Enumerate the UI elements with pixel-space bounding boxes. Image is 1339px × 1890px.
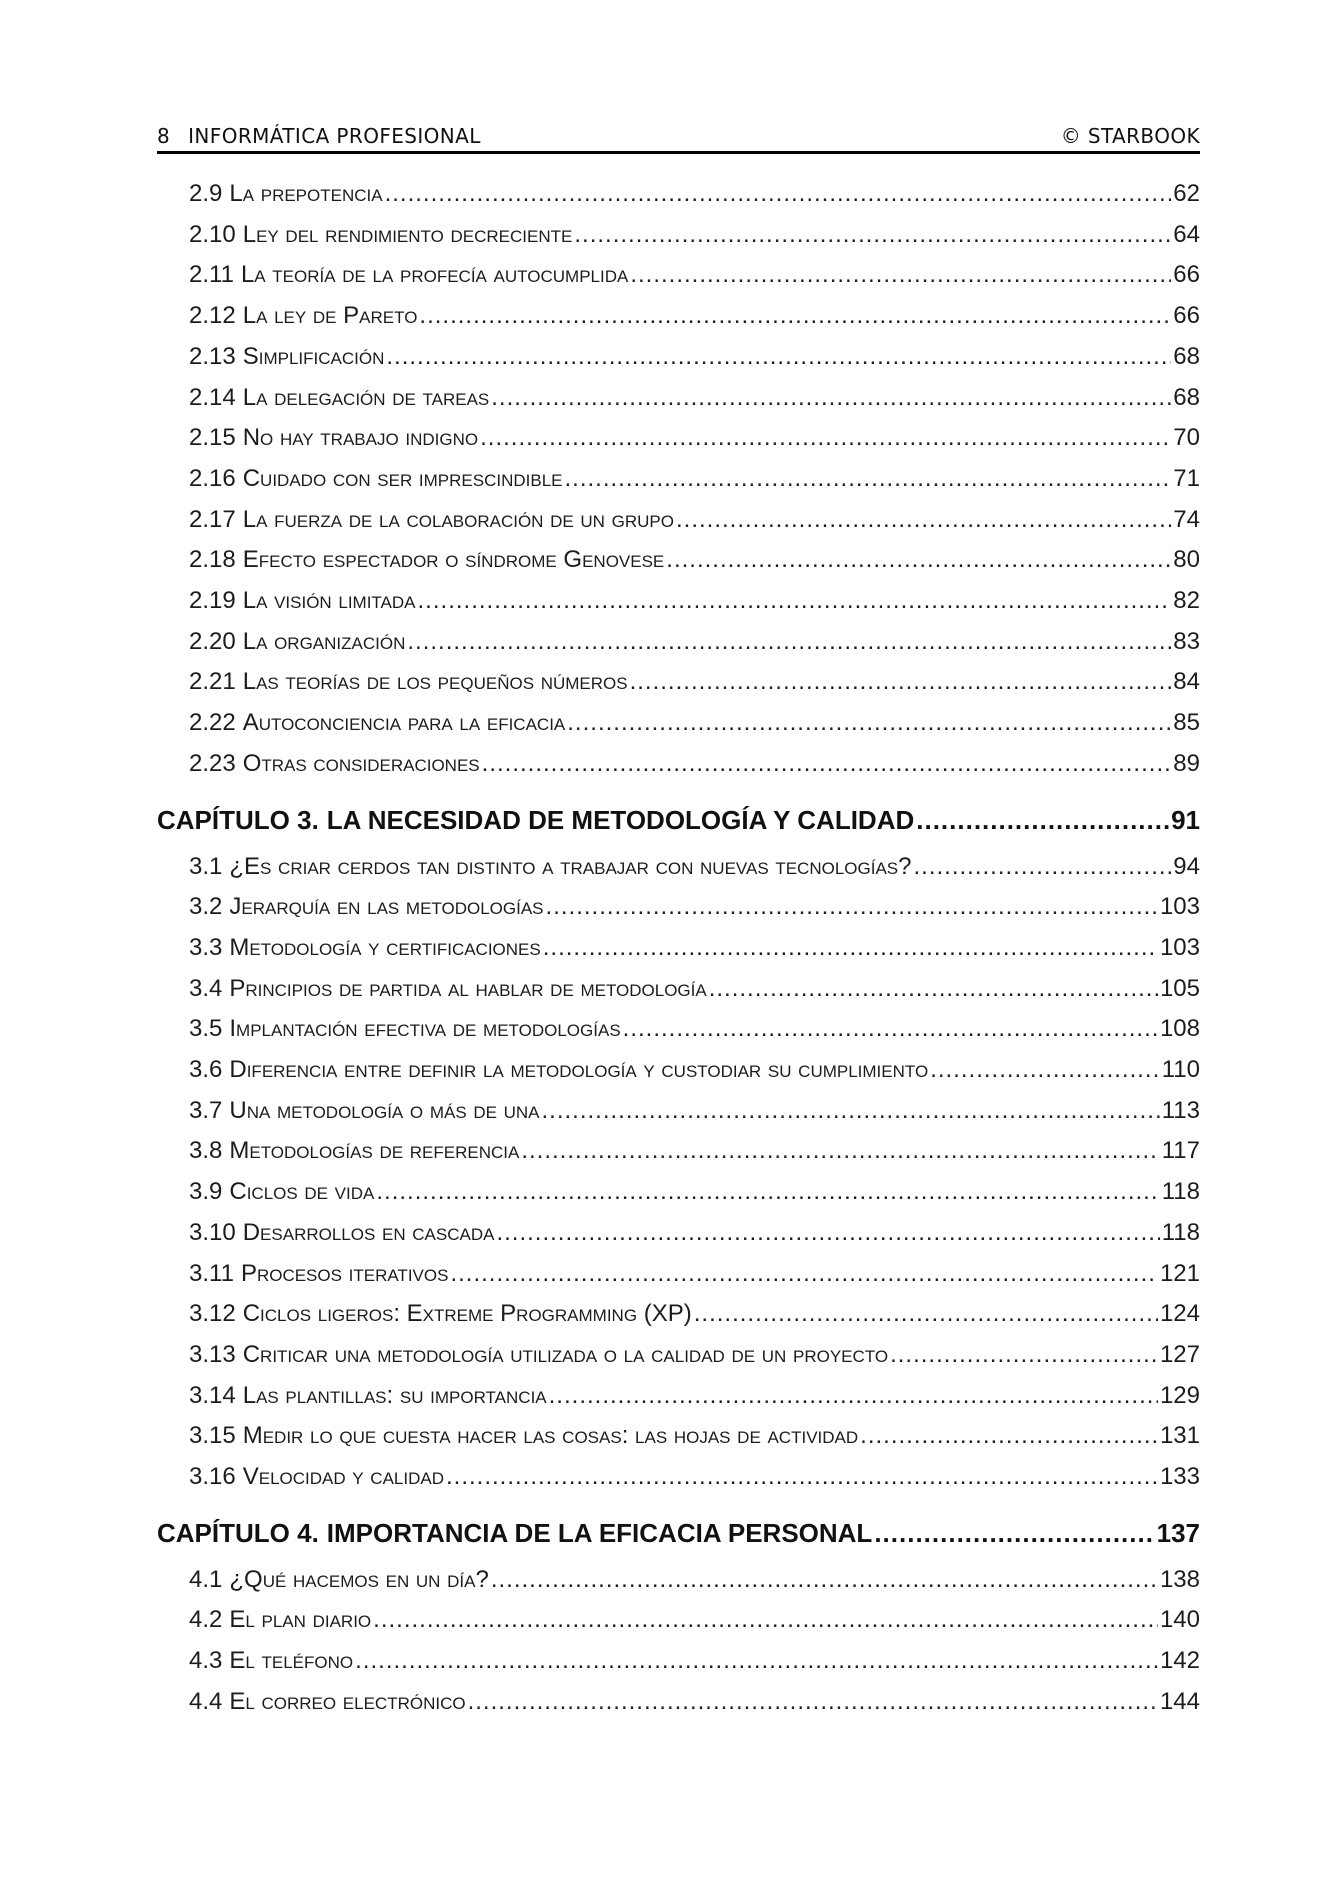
toc-section-entry bbox=[157, 302, 1200, 332]
toc-entry-page: 144 bbox=[1159, 1687, 1200, 1715]
toc-entry-title: Ciclos de vida bbox=[229, 1178, 375, 1206]
toc-entry-number: 2.23 bbox=[189, 749, 236, 777]
toc-entry-number: 2.21 bbox=[189, 668, 236, 696]
dot-leader bbox=[521, 1137, 1159, 1165]
toc-entry-page: 137 bbox=[1156, 1517, 1200, 1548]
toc-entry-page: 127 bbox=[1159, 1340, 1200, 1368]
toc-entry-page: 140 bbox=[1159, 1606, 1200, 1634]
dot-leader bbox=[546, 893, 1158, 921]
toc-entry-page: 84 bbox=[1173, 668, 1200, 696]
toc-entry-page: 85 bbox=[1173, 709, 1200, 737]
toc-entry-title: La teoría de la profecía autocumplida bbox=[240, 261, 629, 289]
toc-entry-number: 4.3 bbox=[189, 1647, 223, 1675]
toc-entry-title: Procesos iterativos bbox=[240, 1259, 449, 1287]
toc-section-entry bbox=[157, 668, 1200, 698]
dot-leader bbox=[407, 628, 1171, 656]
toc-entry-title: Ley del rendimiento decreciente bbox=[242, 220, 573, 248]
toc-entry-number: 3.8 bbox=[189, 1137, 223, 1165]
toc-entry-page: 80 bbox=[1173, 546, 1200, 574]
toc-entry-number: 3.9 bbox=[189, 1178, 223, 1206]
toc-section-entry bbox=[157, 1463, 1200, 1493]
toc-entry-title: Metodología y certificaciones bbox=[229, 933, 541, 961]
dot-leader bbox=[890, 1341, 1158, 1369]
toc-section-entry bbox=[157, 750, 1200, 780]
toc-entry-title: Cuidado con ser imprescindible bbox=[242, 464, 563, 492]
toc-section-entry bbox=[157, 1219, 1200, 1249]
toc-section-entry bbox=[157, 587, 1200, 617]
dot-leader bbox=[623, 1015, 1158, 1043]
toc-entry-page: 66 bbox=[1173, 302, 1200, 330]
toc-entry-number: 4.4 bbox=[189, 1687, 223, 1715]
toc-section-entry bbox=[157, 1688, 1200, 1718]
toc-section-entry bbox=[157, 1056, 1200, 1086]
toc-entry-number: 3.3 bbox=[189, 933, 223, 961]
toc-entry-page: 68 bbox=[1173, 342, 1200, 370]
toc-section-entry bbox=[157, 384, 1200, 414]
toc-entry-number: CAPÍTULO 4. bbox=[157, 1517, 319, 1548]
toc-entry-title: Desarrollos en cascada bbox=[242, 1218, 495, 1246]
toc-entry-title: La prepotencia bbox=[229, 180, 383, 207]
toc-entry-title: ¿Es criar cerdos tan distinto a trabajar con nuevas tecnologías? bbox=[229, 852, 912, 880]
dot-leader bbox=[496, 1219, 1159, 1247]
toc-entry-title: El teléfono bbox=[229, 1647, 354, 1675]
toc-entry-page: 105 bbox=[1159, 974, 1200, 1002]
toc-entry-page: 118 bbox=[1161, 1218, 1200, 1246]
toc-section-entry bbox=[157, 1137, 1200, 1167]
toc-section-entry bbox=[157, 465, 1200, 495]
toc-entry-number: 2.18 bbox=[189, 546, 236, 574]
toc-entry-title: Metodologías de referencia bbox=[229, 1137, 520, 1165]
toc-entry-title: El correo electrónico bbox=[229, 1687, 466, 1715]
toc-entry-page: 71 bbox=[1173, 464, 1200, 492]
page-number: 8 bbox=[157, 124, 171, 148]
dot-leader bbox=[914, 853, 1172, 881]
toc-entry-number: 2.16 bbox=[189, 464, 236, 492]
toc-entry-page: 68 bbox=[1173, 383, 1200, 411]
toc-section-entry bbox=[157, 1178, 1200, 1208]
toc-section-entry bbox=[157, 506, 1200, 536]
toc-section-entry bbox=[157, 1341, 1200, 1371]
toc-entry-number: 3.11 bbox=[189, 1259, 234, 1287]
dot-leader bbox=[491, 1566, 1158, 1594]
toc-entry-title: La visión limitada bbox=[242, 587, 416, 614]
dot-leader bbox=[419, 302, 1171, 330]
toc-entry-page: 82 bbox=[1173, 587, 1200, 614]
toc-entry-page: 103 bbox=[1159, 893, 1200, 921]
toc-entry-number: 2.12 bbox=[189, 302, 236, 330]
toc-entry-title: La fuerza de la colaboración de un grupo bbox=[242, 505, 674, 533]
toc-entry-page: 74 bbox=[1173, 505, 1200, 533]
toc-entry-number: 2.15 bbox=[189, 424, 236, 452]
toc-entry-number: 3.5 bbox=[189, 1015, 223, 1043]
toc-section-entry bbox=[157, 424, 1200, 454]
toc-entry-page: 131 bbox=[1159, 1422, 1200, 1450]
toc-entry-number: 3.13 bbox=[189, 1340, 236, 1368]
toc-entry-page: 121 bbox=[1159, 1259, 1200, 1287]
toc-entry-number: 2.9 bbox=[189, 180, 223, 207]
toc-entry-title: Ciclos ligeros: Extreme Programming (XP) bbox=[242, 1300, 692, 1328]
toc-entry-page: 133 bbox=[1159, 1463, 1200, 1490]
toc-section-entry bbox=[157, 261, 1200, 291]
toc-section-entry bbox=[157, 1097, 1200, 1127]
toc-entry-title: La delegación de tareas bbox=[242, 383, 490, 411]
dot-leader bbox=[418, 587, 1172, 615]
dot-leader bbox=[567, 709, 1171, 737]
toc-section-entry bbox=[157, 1260, 1200, 1290]
toc-entry-title: Principios de partida al hablar de metodología bbox=[229, 974, 707, 1002]
toc-section-entry bbox=[157, 975, 1200, 1005]
toc-entry-title: Velocidad y calidad bbox=[242, 1463, 444, 1490]
toc-entry-page: 129 bbox=[1159, 1381, 1200, 1409]
toc-entry-number: 2.22 bbox=[189, 709, 236, 737]
toc-section-entry bbox=[157, 893, 1200, 923]
toc-section-entry bbox=[157, 628, 1200, 658]
toc-entry-title: ¿Qué hacemos en un día? bbox=[229, 1565, 489, 1593]
toc-entry-page: 108 bbox=[1159, 1015, 1200, 1043]
toc-section-entry bbox=[157, 1300, 1200, 1330]
toc-entry-title: La organización bbox=[242, 627, 406, 655]
dot-leader bbox=[874, 1518, 1154, 1549]
toc-entry-number: 3.6 bbox=[189, 1056, 223, 1083]
toc-entry-number: 4.2 bbox=[189, 1606, 223, 1634]
book-title: INFORMÁTICA PROFESIONAL bbox=[188, 124, 481, 148]
toc-section-entry bbox=[157, 934, 1200, 964]
toc-section-entry bbox=[157, 546, 1200, 576]
dot-leader bbox=[385, 180, 1172, 208]
toc-entry-page: 64 bbox=[1173, 220, 1200, 248]
toc-entry-page: 113 bbox=[1161, 1096, 1200, 1124]
dot-leader bbox=[930, 1056, 1160, 1084]
dot-leader bbox=[355, 1647, 1158, 1675]
toc-section-entry bbox=[157, 221, 1200, 251]
dot-leader bbox=[386, 343, 1171, 371]
toc-entry-title: LA NECESIDAD DE METODOLOGÍA Y CALIDAD bbox=[326, 804, 915, 835]
dot-leader bbox=[373, 1606, 1158, 1634]
toc-entry-title: Autoconciencia para la eficacia bbox=[242, 709, 566, 737]
toc-entry-page: 66 bbox=[1173, 261, 1200, 289]
toc-entry-number: 2.11 bbox=[189, 261, 234, 289]
toc-chapter-entry bbox=[157, 1518, 1200, 1550]
toc-entry-page: 138 bbox=[1159, 1565, 1200, 1593]
toc-entry-title: Efecto espectador o síndrome Genovese bbox=[242, 546, 665, 574]
toc-entry-number: 2.20 bbox=[189, 627, 236, 655]
toc-entry-number: 3.12 bbox=[189, 1300, 236, 1328]
dot-leader bbox=[480, 424, 1171, 452]
toc-entry-number: 2.14 bbox=[189, 383, 236, 411]
toc-entry-number: 2.13 bbox=[189, 342, 236, 370]
dot-leader bbox=[468, 1688, 1158, 1716]
toc-entry-title: Una metodología o más de una bbox=[229, 1096, 540, 1124]
toc-entry-title: Jerarquía en las metodologías bbox=[229, 893, 544, 921]
dot-leader bbox=[916, 805, 1169, 836]
dot-leader bbox=[565, 465, 1172, 493]
toc-entry-page: 118 bbox=[1161, 1178, 1200, 1206]
running-header bbox=[157, 118, 1200, 154]
dot-leader bbox=[860, 1422, 1158, 1450]
publisher: © STARBOOK bbox=[1060, 124, 1200, 148]
toc-entry-number: 3.10 bbox=[189, 1218, 236, 1246]
dot-leader bbox=[630, 668, 1172, 696]
toc-entry-page: 117 bbox=[1161, 1137, 1200, 1165]
toc-entry-page: 89 bbox=[1173, 749, 1200, 777]
toc-entry-title: IMPORTANCIA DE LA EFICACIA PERSONAL bbox=[326, 1517, 873, 1548]
toc-entry-page: 70 bbox=[1173, 424, 1200, 452]
toc-entry-number: 3.14 bbox=[189, 1381, 236, 1409]
toc-entry-page: 142 bbox=[1159, 1647, 1200, 1675]
toc-entry-number: 2.19 bbox=[189, 587, 236, 614]
toc-entry-number: CAPÍTULO 3. bbox=[157, 804, 319, 835]
running-header-left bbox=[157, 124, 481, 148]
toc-entry-number: 3.4 bbox=[189, 974, 223, 1002]
toc-entry-number: 4.1 bbox=[189, 1565, 223, 1593]
dot-leader bbox=[491, 384, 1171, 412]
dot-leader bbox=[630, 261, 1171, 289]
dot-leader bbox=[482, 750, 1172, 778]
dot-leader bbox=[543, 934, 1158, 962]
toc-entry-title: No hay trabajo indigno bbox=[242, 424, 479, 452]
toc-section-entry bbox=[157, 853, 1200, 883]
toc-entry-title: El plan diario bbox=[229, 1606, 372, 1634]
dot-leader bbox=[574, 221, 1171, 249]
toc-entry-number: 2.17 bbox=[189, 505, 236, 533]
dot-leader bbox=[676, 506, 1171, 534]
toc-entry-title: Otras consideraciones bbox=[242, 749, 480, 777]
toc-entry-page: 83 bbox=[1173, 627, 1200, 655]
toc-entry-page: 103 bbox=[1159, 933, 1200, 961]
toc-entry-title: Medir lo que cuesta hacer las cosas: las hojas de actividad bbox=[242, 1422, 859, 1450]
toc-section-entry bbox=[157, 709, 1200, 739]
toc-section-entry bbox=[157, 1647, 1200, 1677]
toc-section-entry bbox=[157, 1382, 1200, 1412]
toc-entry-title: Las plantillas: su importancia bbox=[242, 1381, 547, 1409]
toc-entry-title: Diferencia entre definir la metodología y custodiar su cumplimiento bbox=[229, 1056, 929, 1083]
dot-leader bbox=[376, 1178, 1159, 1206]
toc-entry-page: 110 bbox=[1161, 1056, 1200, 1083]
toc-entry-page: 91 bbox=[1171, 804, 1200, 835]
toc-entry-number: 3.15 bbox=[189, 1422, 236, 1450]
toc-entry-page: 124 bbox=[1159, 1300, 1200, 1328]
toc-entry-title: Implantación efectiva de metodologías bbox=[229, 1015, 621, 1043]
toc-entry-number: 3.16 bbox=[189, 1463, 236, 1490]
dot-leader bbox=[446, 1463, 1158, 1491]
toc-entry-title: Criticar una metodología utilizada o la calidad de un proyecto bbox=[242, 1340, 889, 1368]
toc-entry-title: La ley de Pareto bbox=[242, 302, 418, 330]
toc-section-entry bbox=[157, 180, 1200, 210]
dot-leader bbox=[542, 1097, 1160, 1125]
toc-entry-number: 3.7 bbox=[189, 1096, 223, 1124]
dot-leader bbox=[450, 1260, 1158, 1288]
dot-leader bbox=[666, 546, 1171, 574]
toc-section-entry bbox=[157, 1015, 1200, 1045]
toc-entry-title: Las teorías de los pequeños números bbox=[242, 668, 628, 696]
toc-section-entry bbox=[157, 1422, 1200, 1452]
dot-leader bbox=[709, 975, 1158, 1003]
toc-entry-title: Simplificación bbox=[242, 342, 385, 370]
toc-entry-page: 94 bbox=[1173, 852, 1200, 880]
toc-section-entry bbox=[157, 1566, 1200, 1596]
toc-entry-number: 3.2 bbox=[189, 893, 223, 921]
toc-entry-number: 3.1 bbox=[189, 852, 223, 880]
toc-chapter-entry bbox=[157, 805, 1200, 837]
toc-section-entry bbox=[157, 343, 1200, 373]
toc-section-entry bbox=[157, 1606, 1200, 1636]
toc-entry-page: 62 bbox=[1173, 180, 1200, 207]
dot-leader bbox=[694, 1300, 1158, 1328]
toc-entry-number: 2.10 bbox=[189, 220, 236, 248]
dot-leader bbox=[549, 1382, 1158, 1410]
